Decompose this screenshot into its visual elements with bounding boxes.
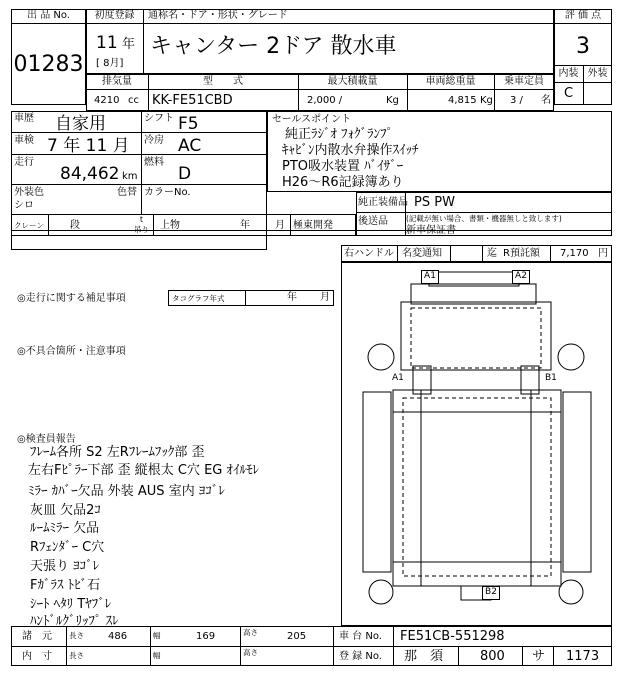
tachograph-month: 月 [320,292,330,303]
displacement-value: 4210 [94,95,120,106]
deposit-value: 7,170 [560,248,589,259]
drive-side-label: 右ハンドル [344,248,394,259]
reg-month: [ 8月] [96,58,124,69]
spec-label: 諸 元 [22,631,52,642]
interior-dim-label: 内 寸 [22,651,52,662]
history-label: 車歴 [14,113,34,124]
interior-grade: C [563,86,574,101]
max-load-unit: Kg [386,95,399,106]
sales-point: H26～R6記録簿あり [282,175,404,190]
ext-color-value: シロ [14,200,34,211]
damage-label: A1 [392,373,404,383]
interior-label: 内装 [558,68,579,79]
ac-label: 冷房 [144,135,164,146]
registration-class: 800 [480,649,505,664]
fuel-label: 燃料 [144,157,164,168]
sales-point: ｷｬﾋﾞﾝ内散水弁操作ｽｲｯﾁ [282,143,419,158]
interior-height-label: 高さ [243,648,258,657]
mileage-label: 走行 [14,157,34,168]
deposit-label: R預託額 [503,248,540,259]
truck-outline-diagram [341,262,612,626]
sales-point: 純正ﾗｼﾞｵ ﾌｫｸﾞﾗﾝﾌﾟ [285,127,394,142]
sales-title: セールスポイント [272,114,352,125]
width-value: 169 [196,631,216,642]
name-label: 通称名・ドア・形状・グレード [148,10,288,21]
exterior-label: 外装 [587,68,608,79]
capacity-label: 乗車定員 [504,76,544,87]
registration-label: 初度登録 [94,10,135,21]
registration-area: 那 須 [404,649,444,664]
gross-weight-unit: Kg [480,95,493,106]
inspector-line: ﾙｰﾑﾐﾗｰ 欠品 [30,521,100,536]
inspector-title: ◎検査員報告 [17,434,76,445]
length-label: 長さ [69,631,84,640]
displacement-unit: cc [128,95,139,106]
damage-label: A2 [512,270,530,284]
inspection-value: 7 年 11 月 [47,136,130,156]
width-label: 幅 [153,631,161,640]
interior-width-label: 幅 [153,651,161,660]
color-no-label: カラーNo. [144,187,191,198]
fuel-value: D [178,164,192,184]
displacement-label: 排気量 [102,76,132,87]
equipment-value: PS PW [414,195,455,210]
capacity-unit: 名 [541,95,551,106]
deposit-prefix: 迄 [487,248,497,259]
crane-label: クレーン [14,221,44,230]
max-load-value: 2,000 / [307,95,343,106]
crane-stage: 段 [70,220,80,231]
inspector-line: ﾌﾚｰﾑ各所 S2 左Rﾌﾚｰﾑﾌｯｸ部 歪 [30,445,205,460]
tachograph-label: タコグラフ年式 [172,294,225,303]
length-value: 486 [108,631,128,642]
damage-label: A1 [421,270,439,284]
registration-label: 登 録 No. [339,651,382,662]
inspection-label: 車検 [14,135,34,146]
shift-label: シフト [144,113,174,124]
driving-notes-title: ◎走行に関する補足事項 [17,293,126,304]
history-value: 自家用 [55,114,106,134]
ext-color-label: 外装色 [14,187,44,198]
tachograph-year: 年 [287,292,297,303]
crane-ton: 吊り [134,225,149,234]
interior-length-label: 長さ [69,651,84,660]
damage-label: B1 [545,373,557,383]
inspector-line: ﾊﾝﾄﾞﾙｸﾞﾘｯﾌﾟ ｽﾚ [30,614,119,629]
loading-year: 年 [240,220,250,231]
inspector-line: ｼｰﾄ ﾍﾀﾘ Tﾔﾌﾞﾚ [30,597,112,612]
score-label: 評 価 点 [564,10,602,21]
equipment-label: 純正装備品 [358,197,408,208]
reg-year-unit: 年 [122,37,136,52]
reg-year: 11 [96,33,118,53]
crane-ton-unit: t [140,215,143,224]
mileage-value: 84,462 [60,164,120,184]
docs-note: (記載が無い場合、書類・機器無しと致します) [406,214,562,223]
max-load-label: 最大積載量 [327,76,378,87]
capacity-value: 3 / [510,95,523,106]
ac-value: AC [178,136,202,156]
loading-month: 月 [275,220,285,231]
loading-label: 上物 [160,220,180,231]
gross-weight-value: 4,815 [448,95,477,106]
lot-label: 出 品 No. [27,10,70,21]
inspector-line: ﾐﾗｰ ｶﾊﾞｰ欠品 外装 AUS 室内 ﾖｺﾞﾚ [28,484,225,499]
name-change-label: 名変通知 [402,248,442,259]
registration-number: 1173 [566,649,600,664]
height-value: 205 [287,631,307,642]
inspector-line: Rﾌｪﾝﾀﾞｰ C穴 [30,540,105,555]
damage-label: B2 [482,586,500,600]
height-label: 高さ [243,628,258,637]
docs-label: 後送品 [358,216,388,227]
inspector-line: 天張り ﾖｺﾞﾚ [30,559,100,574]
registration-kana: サ [532,649,546,664]
sales-point: PTO吸水装置 ﾊﾞｲｻﾞｰ [282,159,404,174]
chassis-label: 車 台 No. [339,631,382,642]
score-value: 3 [576,34,590,59]
inspector-line: 左右Fﾋﾟﾗｰ下部 歪 縦根太 C穴 EG ｵｲﾙﾓﾚ [28,463,260,478]
inspector-line: Fｶﾞﾗｽ ﾄﾋﾞ石 [30,578,101,593]
deposit-unit: 円 [598,248,608,259]
defects-title: ◎不具合箇所・注意事項 [17,346,126,357]
gross-weight-label: 車両総重量 [425,76,476,87]
chassis-value: FE51CB-551298 [400,629,505,644]
mileage-unit: km [122,171,138,182]
inspector-line: 灰皿 欠品2ｺ [30,503,101,518]
manufacturer: 極東開発 [293,220,333,231]
model-label: 型 式 [203,76,243,87]
car-name: キャンター 2ドア 散水車 [150,34,397,59]
color-change-label: 色替 [117,187,137,198]
shift-value: F5 [178,114,199,134]
model-value: KK-FE51CBD [152,93,233,108]
lot-number: 01283 [13,52,84,77]
docs-value: 新車保証書 [406,225,456,236]
